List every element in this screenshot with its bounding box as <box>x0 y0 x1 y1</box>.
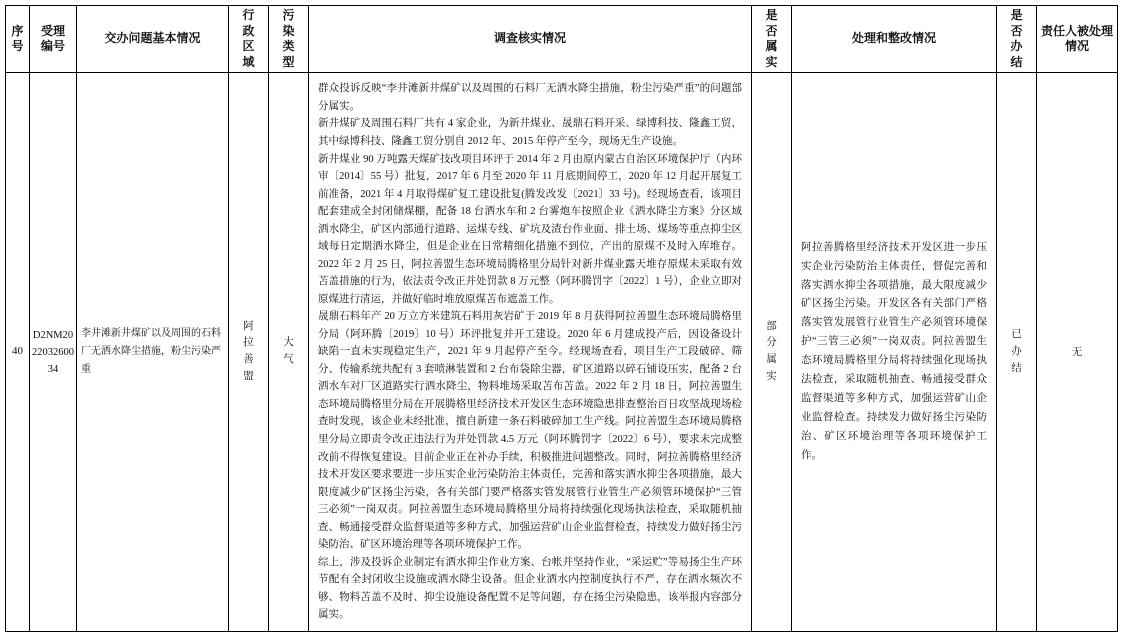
pollution-type-value: 大气 <box>283 337 294 366</box>
investigation-paragraph: 综上，涉及投诉企业制定有洒水抑尘作业方案、台帐并坚持作业，“采运贮”等易扬尘生产环节配有全封闭收尘设施或洒水降尘设备。但企业洒水内控制度执行不严，存在洒水频次不够、物料苫盖不及时、抑尘设施设备配置不足等问题，存在扬尘污染隐患，该举报内容部分属实。 <box>318 556 742 621</box>
cell-is-concluded <box>997 73 1037 631</box>
cell-acceptance-number <box>30 73 77 631</box>
header-pollution-type: 污染类型 <box>269 6 309 73</box>
acceptance-number-value: D2NM202203260034 <box>32 329 74 375</box>
cell-investigation <box>309 73 752 631</box>
header-handling: 处理和整改情况 <box>792 6 997 73</box>
header-acceptance-number: 受理编号 <box>30 6 77 73</box>
investigation-paragraph: 群众投诉反映“李井滩新井煤矿以及周围的石料厂无洒水降尘措施，粉尘污染严重”的问题部分属实。 <box>318 83 742 112</box>
header-is-true: 是否属实 <box>752 6 792 73</box>
cell-serial: 40 <box>6 73 30 631</box>
header-region: 行政区域 <box>229 6 269 73</box>
table-row <box>6 73 1118 631</box>
cell-problem: 李井滩新井煤矿以及周围的石料厂无洒水降尘措施，粉尘污染严重 <box>77 73 229 631</box>
complaint-handling-table <box>5 5 1118 632</box>
investigation-paragraph: 晟鼎石料年产 20 万立方米建筑石料用灰岩矿于 2019 年 8 月获得阿拉善盟生态环境局腾格里分局（阿环腾〔2019〕10 号）环评批复并开工建设。2020 年 6 月建成投产后，因设备设计缺陷一直未实现稳定生产，2021 年 9 月起停产至今。经现场查看，项目生产工段破碎、筛分、传输系统共配有 3 套喷淋装置和 2 台布袋除尘器，矿区道路以碎石铺设压实，配备 2 台洒水车对厂区道路实行洒水降尘，物料堆场采取苫布苫盖。2022 年 2 月 18 日，阿拉善盟生态环境局腾格里分局在开展腾格里经济技术开发区生态环境隐患排查整治百日攻坚战现场检查时发现，该企业未经批准，擅自新建一条石料破碎加工生产线。阿拉善盟生态环境局腾格里分局立即责令改正违法行为并处罚款 4.5 万元（阿环腾罚字〔2022〕6 号），要求未完成整改前不得恢复建设。目前企业正在补办手续，积极推进问题整改。同时，阿拉善腾格里经济技术开发区要求要进一步压实企业污染防治主体责任，完善和落实洒水抑尘各项措施，最大限度减少矿区扬尘污染，各有关部门要严格落实管发展管行业管生产必须管环境保护“三管三必须”一岗双责。阿拉善盟生态环境局腾格里分局将持续强化现场执法检查，采取随机抽查、畅通接受群众监督渠道等多种方式，加强运营矿山企业监督检查，持续发力做好扬尘污染防治、矿区环境治理等各项环境保护工作。 <box>318 311 742 551</box>
cell-is-true <box>752 73 792 631</box>
header-responsible: 责任人被处理情况 <box>1037 6 1118 73</box>
header-is-concluded: 是否办结 <box>997 6 1037 73</box>
header-problem: 交办问题基本情况 <box>77 6 229 73</box>
is-concluded-value: 已办结 <box>1011 328 1022 374</box>
table-header-row <box>6 6 1118 73</box>
investigation-paragraph: 新井煤业 90 万吨露天煤矿技改项目环评于 2014 年 2 月由原内蒙古自治区环境保护厅（内环审〔2014〕55 号）批复，2017 年 6 月至 2020 年 11 月底期间停工，2020 年 12 月起开展复工前准备，2021 年 4 月取得煤矿复工建设批复(腾发改发〔2021〕33 号)。经现场查看，该项目配套建成全封闭储煤棚，配备 18 台洒水车和 2 台雾炮车按照企业《洒水降尘方案》分区域洒水降尘，矿区内部通行道路、运煤专线、矿坑及渣台作业面、排土场、煤场等重点抑尘区域每日定期洒水降尘，但是企业在日常精细化措施不到位，产出的原煤不及时入库堆存。 2022 年 2 月 25 日，阿拉善盟生态环境局腾格里分局针对新井煤业露天堆存原煤未采取有效苫盖措施的行为，依法责令改正并处罚款 8 万元整（阿环腾罚字〔2022〕1 号），企业立即对原煤进行清运，并做好临时堆放原煤苫布遮盖工作。 <box>318 153 742 305</box>
cell-region <box>229 73 269 631</box>
investigation-paragraph: 新井煤矿及周围石料厂共有 4 家企业，为新井煤业、晟鼎石料开采、绿博科技、隆鑫工贸，其中绿博科技、隆鑫工贸分别自 2012 年、2015 年停产至今，现场无生产设施。 <box>318 118 742 147</box>
cell-responsible: 无 <box>1037 73 1118 631</box>
region-value: 阿拉善盟 <box>243 320 254 382</box>
header-investigation: 调查核实情况 <box>309 6 752 73</box>
header-serial: 序号 <box>6 6 30 73</box>
is-true-value: 部分属实 <box>766 320 777 382</box>
cell-pollution-type <box>269 73 309 631</box>
cell-handling: 阿拉善腾格里经济技术开发区进一步压实企业污染防治主体责任，督促完善和落实洒水抑尘各项措施，最大限度减少矿区扬尘污染。开发区各有关部门严格落实管发展管行业管生产必须管环境保护“三管三必须”一岗双责。阿拉善盟生态环境局腾格里分局将持续强化现场执法检查，采取随机抽查、畅通接受群众监督渠道等多种方式，加强运营矿山企业监督检查。持续发力做好扬尘污染防治、矿区环境治理等各项环境保护工作。 <box>792 73 997 631</box>
